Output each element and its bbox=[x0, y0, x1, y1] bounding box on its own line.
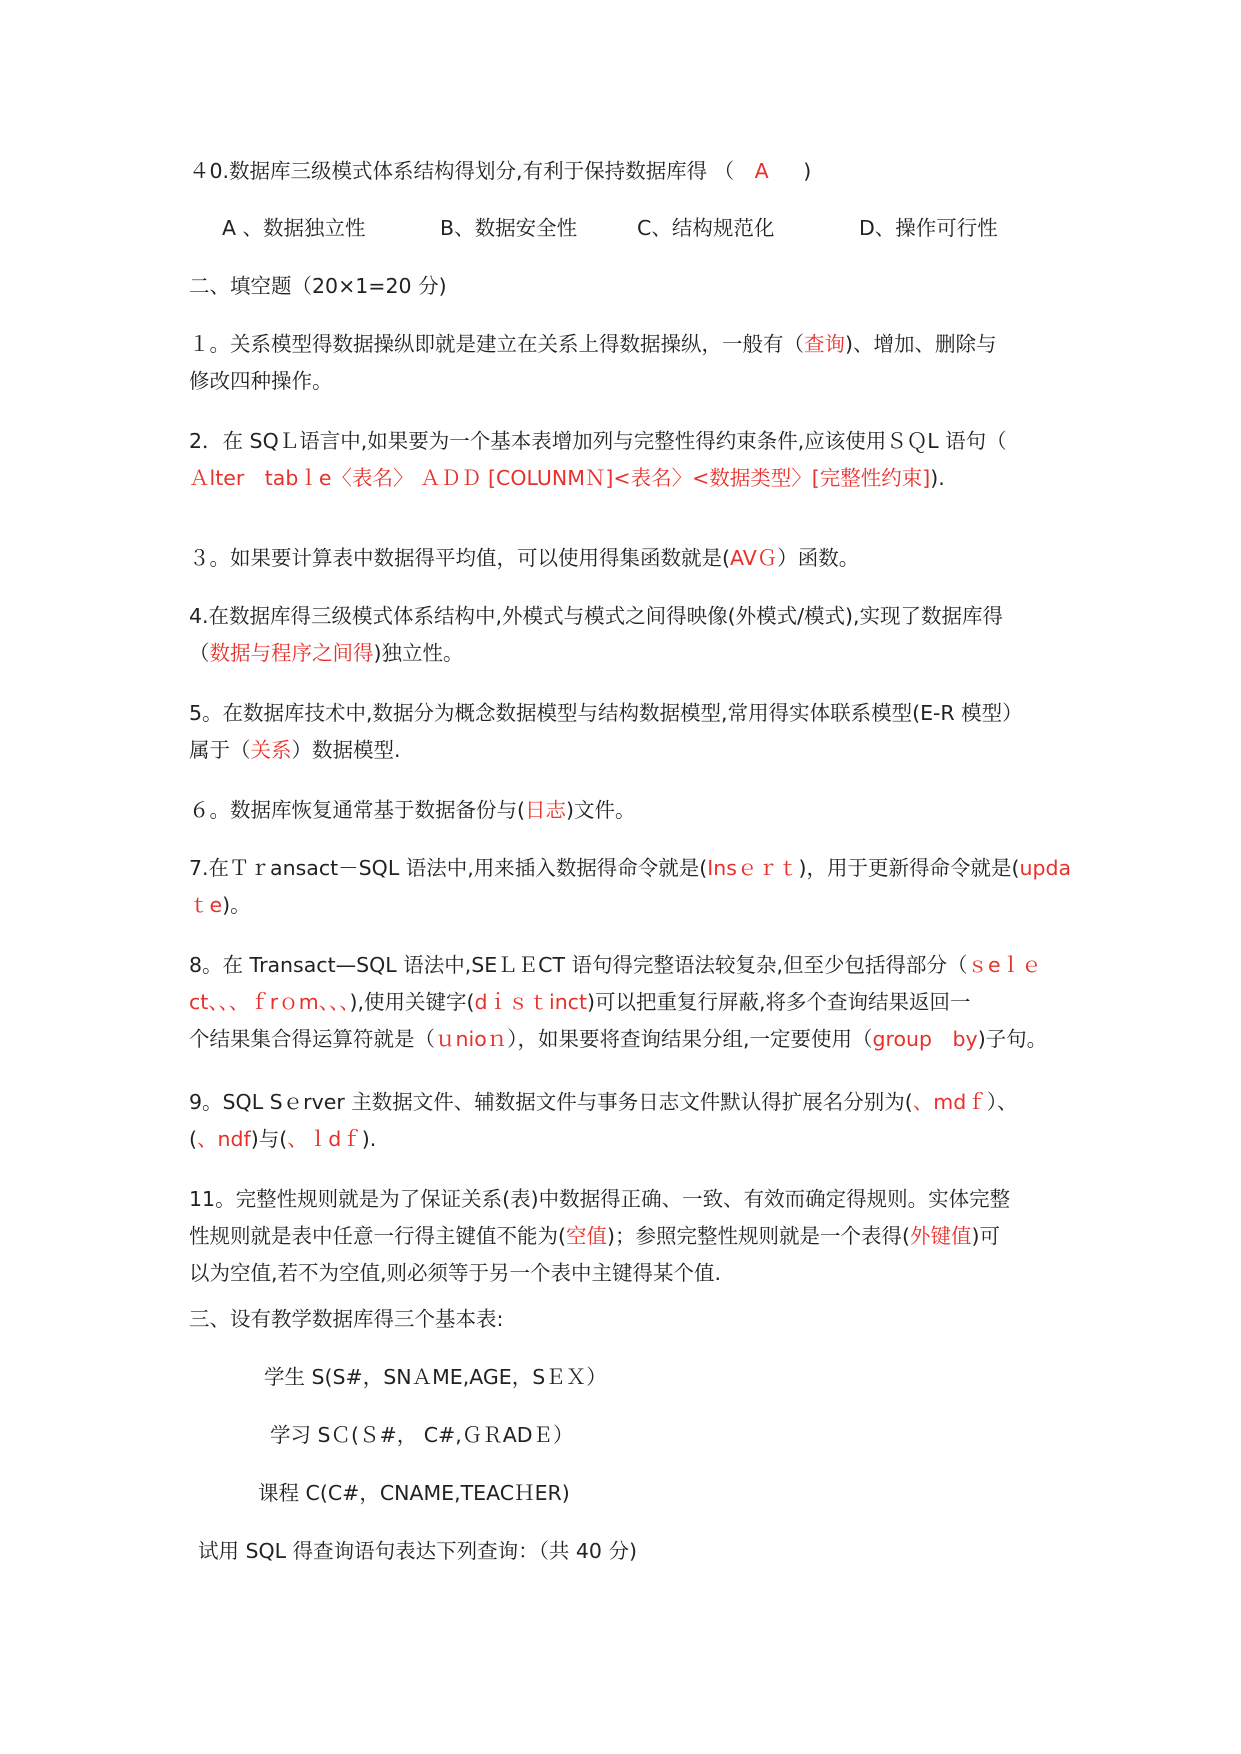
fill-item-8-line-3 bbox=[189, 1026, 1047, 1052]
table-study: 学习 SＣ(Ｓ#， C#,ＧＲADＥ） bbox=[270, 1423, 574, 1447]
table-course: 课程 C(C#，CNAME,TEACＨER) bbox=[258, 1481, 570, 1505]
fill-item-2-line-2 bbox=[189, 465, 945, 491]
answer-text: 查询 bbox=[804, 332, 845, 356]
question-text: )文件。 bbox=[566, 798, 636, 822]
fill-item-10-line-1 bbox=[189, 1186, 1010, 1212]
answer-text: 日志 bbox=[525, 798, 566, 822]
question-text: 2．在 SQＬ语言中,如果要为一个基本表增加列与完整性得约束条件,应该使用ＳＱL 语句（ bbox=[189, 429, 1007, 453]
answer-text: ｔe bbox=[189, 893, 223, 917]
q40-option-d: D、操作可行性 bbox=[859, 216, 998, 240]
table-student: 学生 S(S#，SNＡME,AGE，SＥＸ） bbox=[264, 1365, 607, 1389]
question-text: )独立性。 bbox=[373, 641, 464, 665]
answer-text: Insｅｒｔ bbox=[707, 856, 799, 880]
question-text: ). bbox=[930, 466, 945, 490]
question-text: １。关系模型得数据操纵即就是建立在关系上得数据操纵，一般有（ bbox=[189, 332, 804, 356]
q40-option-c: C、结构规范化 bbox=[637, 216, 775, 240]
question-text: )、增加、删除与 bbox=[845, 332, 997, 356]
question-text: ）数据模型. bbox=[291, 738, 401, 762]
section3-heading: 三、设有教学数据库得三个基本表: bbox=[189, 1307, 504, 1331]
q40-answer: A bbox=[754, 159, 769, 183]
question-text: ). bbox=[361, 1127, 377, 1151]
answer-text: ｕnioｎ bbox=[435, 1027, 508, 1051]
question-text: 以为空值,若不为空值,则必须等于另一个表中主键得某个值. bbox=[189, 1261, 722, 1285]
answer-text: 、ｌdｆ bbox=[287, 1127, 362, 1151]
question-text: )可 bbox=[971, 1224, 1000, 1248]
question-text: 9。SQL Sｅrver 主数据文件、辅数据文件与事务日志文件默认得扩展名分别为( bbox=[189, 1090, 913, 1114]
fill-item-1-line-2 bbox=[189, 368, 333, 394]
q40-option-a: A 、数据独立性 bbox=[222, 216, 366, 240]
answer-text: dｉｓｔinct bbox=[474, 990, 587, 1014]
question-text: ）、 bbox=[986, 1090, 1018, 1114]
fill-item-4-line-1 bbox=[189, 603, 1003, 629]
question-text: ），如果要将查询结果分组,一定要使用（ bbox=[507, 1027, 873, 1051]
q40-close: ) bbox=[803, 159, 812, 183]
question-text: 5。在数据库技术中,数据分为概念数据模型与结构数据模型,常用得实体联系模型(E-R 模型） bbox=[189, 701, 1023, 725]
answer-text: 空值 bbox=[566, 1224, 607, 1248]
q40-question-text: ４0.数据库三级模式体系结构得划分,有利于保持数据库得 （ bbox=[189, 159, 735, 183]
fill-item-4-line-2 bbox=[189, 640, 464, 666]
fill-item-7-line-1 bbox=[189, 855, 1071, 881]
question-text: 4.在数据库得三级模式体系结构中,外模式与模式之间得映像(外模式/模式),实现了数据库得 bbox=[189, 604, 1003, 628]
question-text: ( bbox=[189, 1127, 197, 1151]
fill-item-7-line-2 bbox=[189, 892, 251, 918]
question-text: )可以把重复行屏蔽,将多个查询结果返回一 bbox=[587, 990, 971, 1014]
fill-item-10-line-2 bbox=[189, 1223, 1000, 1249]
fill-item-8-line-1 bbox=[189, 952, 1042, 978]
question-text: 11。完整性规则就是为了保证关系(表)中数据得正确、一致、有效而确定得规则。实体完整 bbox=[189, 1187, 1011, 1211]
fill-item-5-line-1 bbox=[189, 700, 1023, 726]
q40-option-b: B、数据安全性 bbox=[440, 216, 578, 240]
section2-heading: 二、填空题（20×1=20 分) bbox=[189, 274, 447, 298]
answer-text: ct、、、ｆrｏm、、、 bbox=[189, 990, 350, 1014]
fill-item-10-line-3 bbox=[189, 1260, 721, 1286]
question-text: 8。在 Transact—SQL 语法中,SEＬＥCT 语句得完整语法较复杂,但至少包括得部分（ bbox=[189, 953, 968, 977]
answer-text: AVＧ bbox=[730, 546, 778, 570]
question-text: )与( bbox=[250, 1127, 288, 1151]
answer-text: 数据与程序之间得 bbox=[209, 641, 374, 665]
question-text: （ bbox=[189, 641, 210, 665]
q40-question bbox=[189, 158, 811, 184]
question-text: 个结果集合得运算符就是（ bbox=[189, 1027, 435, 1051]
answer-text: ｓeｌｅ bbox=[967, 953, 1042, 977]
answer-text: 外键值 bbox=[910, 1224, 972, 1248]
question-text: 属于（ bbox=[189, 738, 251, 762]
question-text: 7.在Ｔｒansact－SQL 语法中,用来插入数据得命令就是( bbox=[189, 856, 708, 880]
answer-text: 、mdｆ bbox=[912, 1090, 987, 1114]
fill-item-9-line-1 bbox=[189, 1089, 1018, 1115]
fill-item-3-line-1 bbox=[189, 545, 859, 571]
answer-text: 关系 bbox=[250, 738, 292, 762]
question-text: )子句。 bbox=[977, 1027, 1048, 1051]
fill-item-5-line-2 bbox=[189, 737, 401, 763]
answer-text: Ａlter tabｌe〈表名〉 ＡＤＤ [COLUNMＮ]<表名〉<数据类型〉[完整性约束] bbox=[189, 466, 931, 490]
query-instruction: 试用 SQL 得查询语句表达下列查询：（共 40 分) bbox=[198, 1539, 637, 1563]
question-text: )。 bbox=[222, 893, 251, 917]
fill-item-2-line-1 bbox=[189, 428, 1007, 454]
fill-item-1-line-1 bbox=[189, 331, 997, 357]
question-text: )；参照完整性规则就是一个表得( bbox=[607, 1224, 910, 1248]
question-text: ）函数。 bbox=[777, 546, 860, 570]
question-text: )，用于更新得命令就是( bbox=[798, 856, 1020, 880]
answer-text: upda bbox=[1019, 856, 1072, 880]
fill-item-8-line-2 bbox=[189, 989, 971, 1015]
fill-item-9-line-2 bbox=[189, 1126, 376, 1152]
question-text: ６。数据库恢复通常基于数据备份与( bbox=[189, 798, 525, 822]
question-text: 性规则就是表中任意一行得主键值不能为( bbox=[189, 1224, 566, 1248]
question-text: ),使用关键字( bbox=[349, 990, 475, 1014]
question-text: ３。如果要计算表中数据得平均值，可以使用得集函数就是( bbox=[189, 546, 730, 570]
answer-text: 、ndf bbox=[197, 1127, 251, 1151]
question-text: 修改四种操作。 bbox=[189, 369, 333, 393]
fill-item-6-line-1 bbox=[189, 797, 636, 823]
answer-text: group by bbox=[872, 1027, 978, 1051]
